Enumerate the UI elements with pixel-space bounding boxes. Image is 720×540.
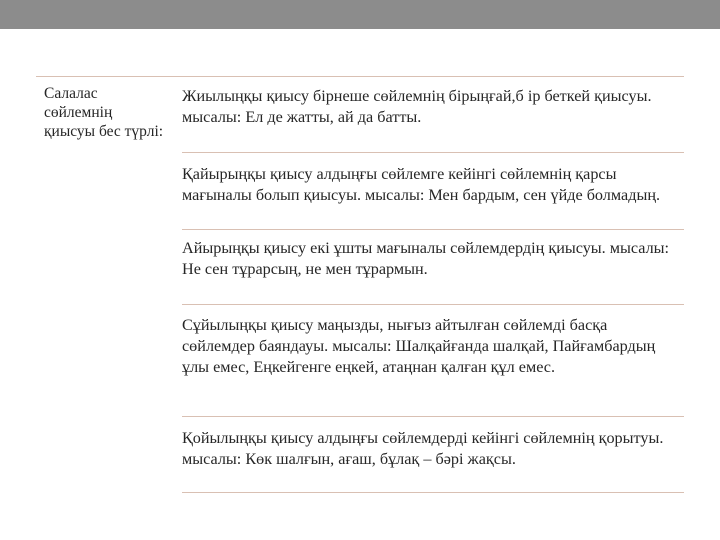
list-item: Қайырыңқы қиысу алдыңғы сөйлемге кейінгі сөйлемнің қарсы мағыналы болып қиысуы. мысалы: Мен бардым, сен үйде болмадың.	[182, 165, 661, 204]
list-item: Сұйылыңқы қиысу маңызды, нығыз айтылған сөйлемді басқа сөйлемдер баяндауы. мысалы: Шалқайғанда шалқай, Пайғамбардың ұлы емес, Еңкейгенге еңкей, атаңнан қалған құл емес.	[182, 316, 656, 376]
left-heading: Салалас сөйлемнің қиысуы бес түрлі:	[44, 85, 164, 140]
list-item: Жиылыңқы қиысу бірнеше сөйлемнің бірыңғай,б ір беткей қиысуы. мысалы: Ел де жатты, ай да батты.	[182, 87, 652, 126]
list-item: Қойылыңқы қиысу алдыңғы сөйлемдерді кейінгі сөйлемнің қорытуы. мысалы: Көк шалғын, ағаш, бұлақ – бәрі жақсы.	[182, 429, 664, 468]
top-band	[0, 0, 720, 29]
list-item: Айырыңқы қиысу екі ұшты мағыналы сөйлемдердің қиысуы. мысалы: Не сен тұрарсың, не мен тұрармын.	[182, 239, 670, 278]
row-divider	[182, 229, 684, 230]
row-divider	[182, 152, 684, 153]
row-divider	[182, 304, 684, 305]
row-divider	[182, 492, 684, 493]
table-top-border	[36, 76, 684, 77]
row-divider	[182, 416, 684, 417]
